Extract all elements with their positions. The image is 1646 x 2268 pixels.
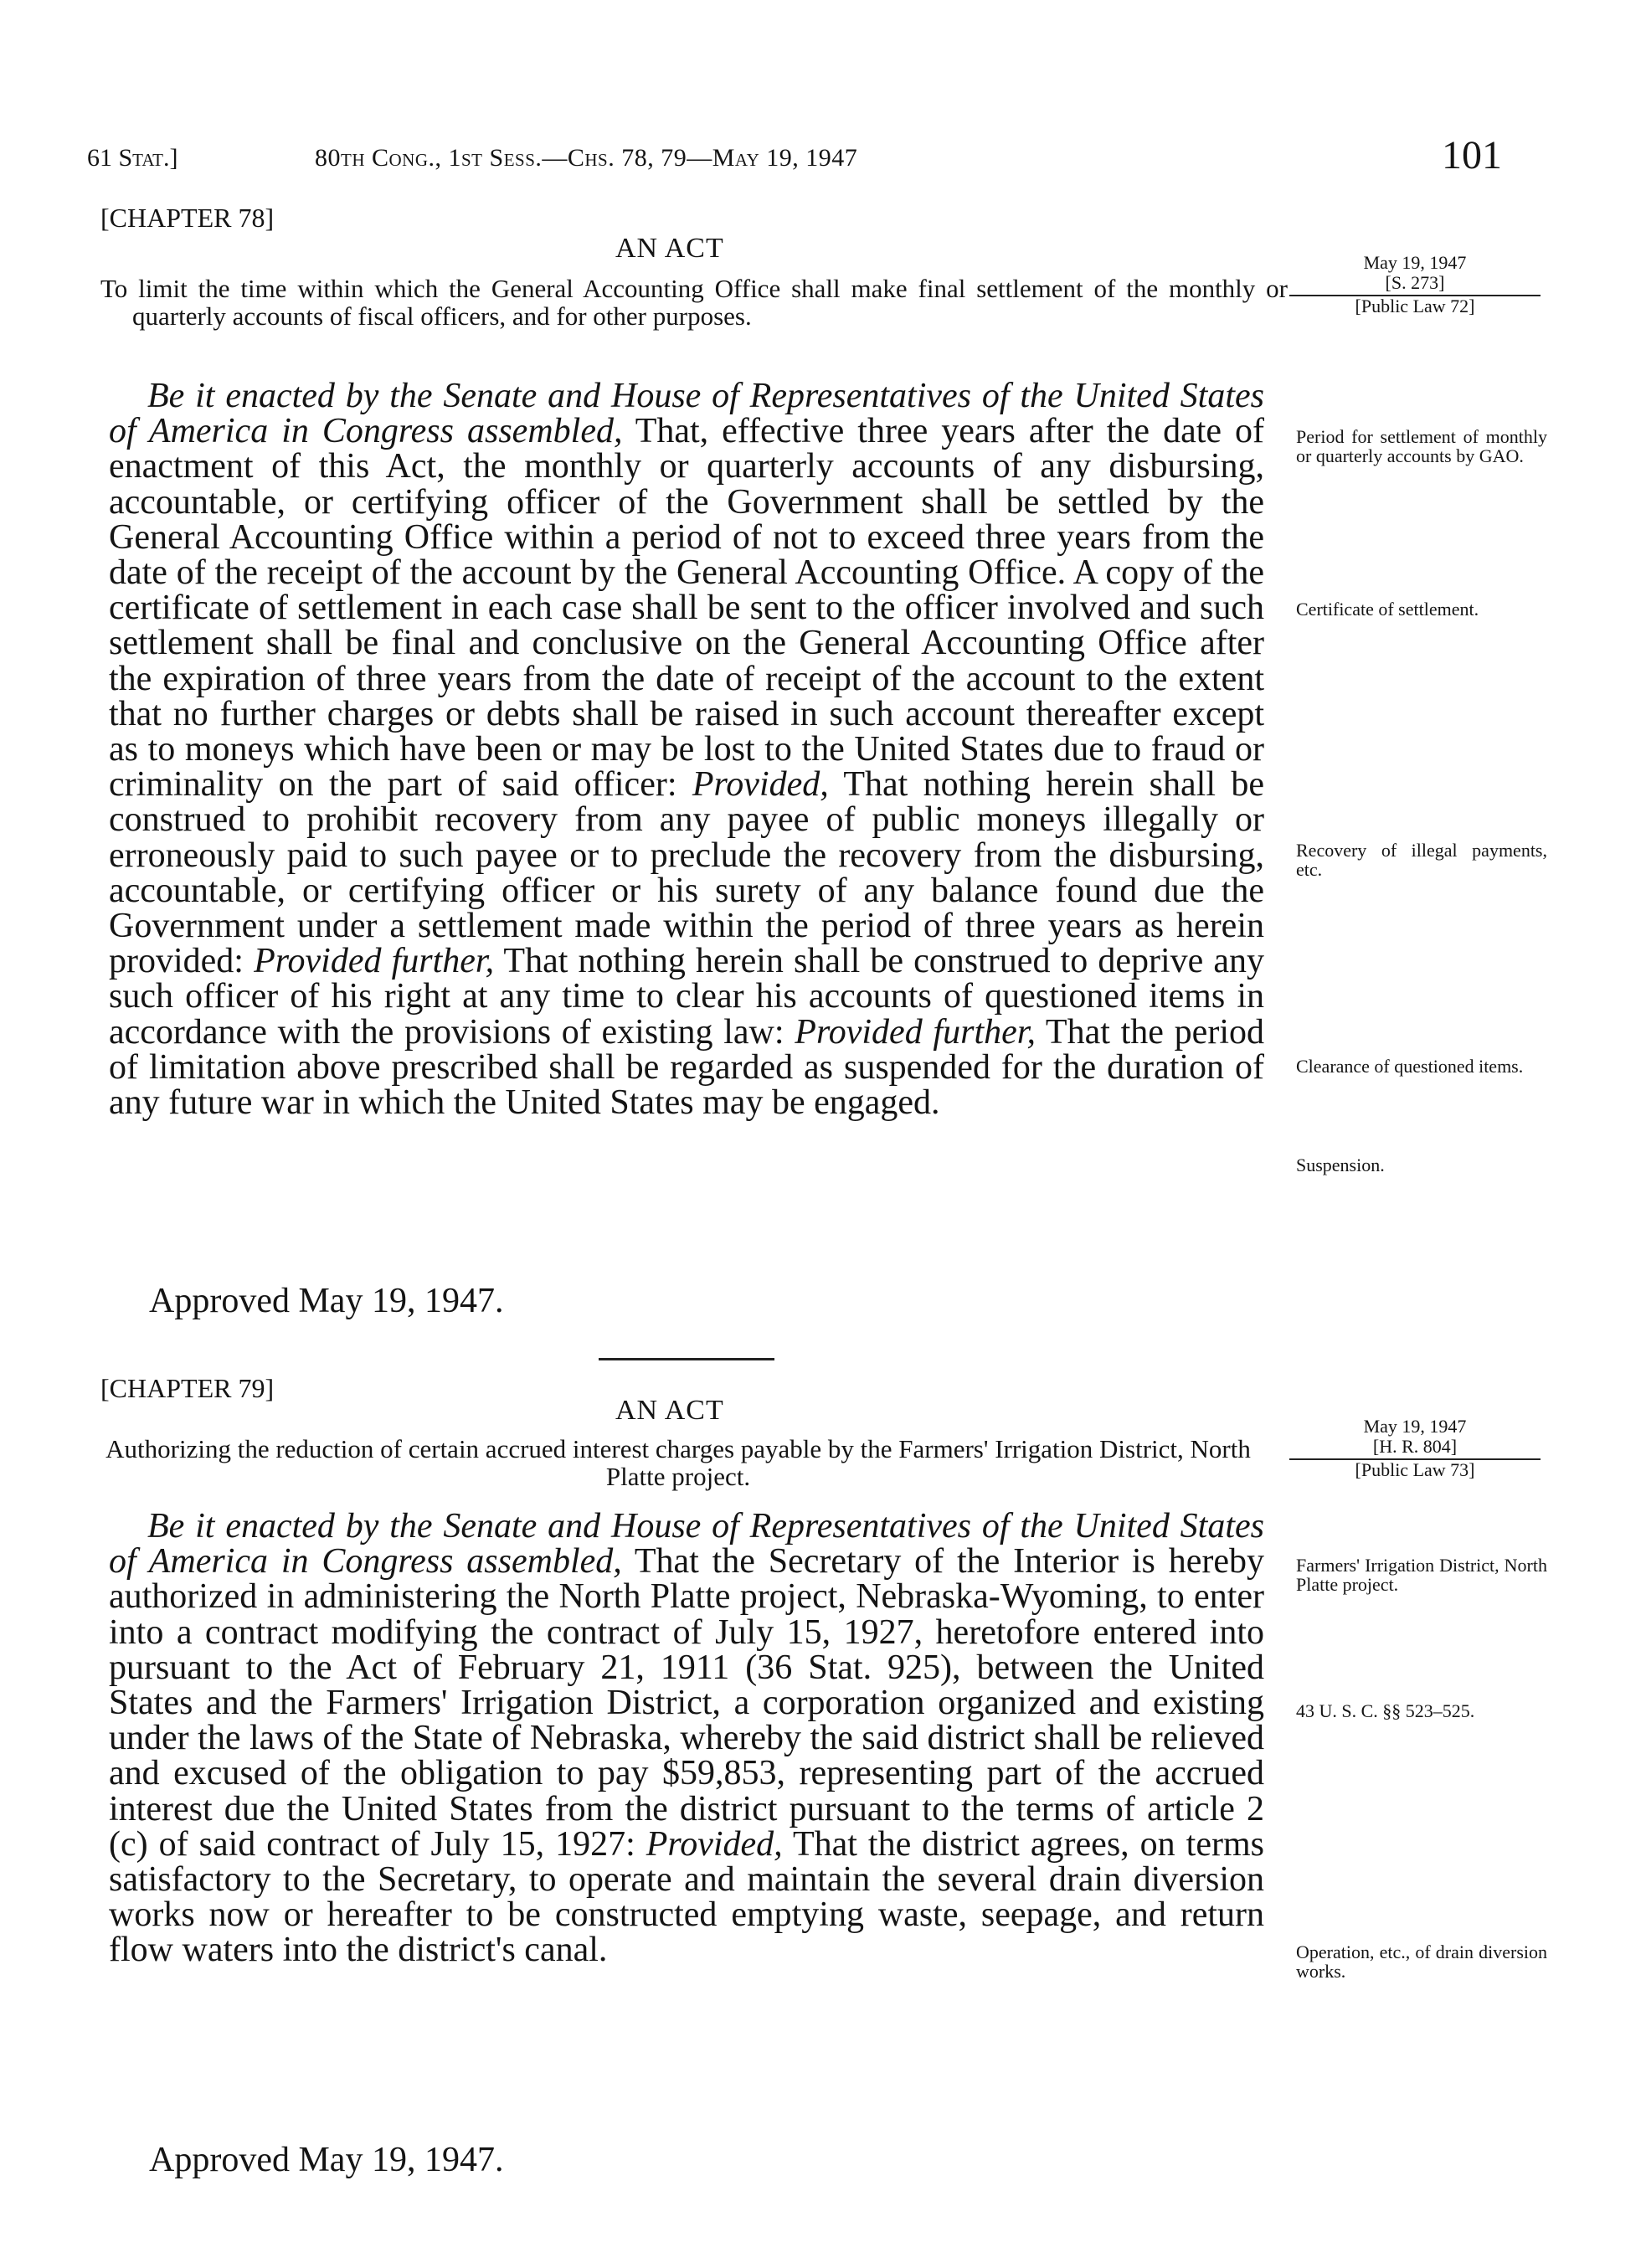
chapter-78-text-3: That nothing herein shall be construed to deprive any such officer of his right at any time to clear his accounts of questioned items in accordance with the provisions of existing law: [109,942,1264,1052]
chapter-78-proviso-2: Provided further, [254,942,495,981]
page-number: 101 [1442,133,1502,177]
margin-note-recovery: Recovery of illegal payments, etc. [1296,840,1547,880]
chapter-79-date: May 19, 1947 [1363,1416,1467,1437]
chapter-78-proviso-1: Provided, [692,765,829,805]
margin-note-suspension: Suspension. [1296,1155,1385,1175]
chapter-78-text-4: That the period of limitation above prescribed shall be regarded as suspended for the duration of any future war in which the United States may be engaged. [109,1012,1264,1123]
chapter-78-bill: [S. 273] [1385,272,1445,293]
chapter-78-purpose: To limit the time within which the General Accounting Office shall make final settlement of the monthly or quarterly accounts of fiscal officers, and for other purposes. [100,274,1288,331]
chapter-78-sidebar-citation [1289,253,1541,316]
chapter-79-text-2: That the district agrees, on terms satisfactory to the Secretary, to operate and maintain the several drain diversion works now or hereafter to be constructed emptying waste, seepage, and return flow waters into the district's canal. [109,1824,1264,1970]
chapter-79-body [109,1509,1264,1968]
margin-note-period: Period for settlement of monthly or quarterly accounts by GAO. [1296,426,1547,466]
margin-note-clearance: Clearance of questioned items. [1296,1056,1524,1077]
chapter-79-text-1: That the Secretary of the Interior is hereby authorized in administering the North Platte project, Nebraska-Wyoming, to enter into a contract modifying the contract of July 15, 1927, heretofore entered into pursuant to the Act of February 21, 1911 (36 Stat. 925), between the United States and the Farmers' Irrigation District, a corporation organized and existing under the laws of the State of Nebraska, whereby the said district shall be relieved and excused of the obligation to pay $59,853, representing part of the accrued interest due the United States from the district pursuant to the terms of article 2 (c) of said contract of July 15, 1927: [109,1542,1264,1864]
chapter-79-label: [CHAPTER 79] [100,1373,275,1403]
chapter-79-proviso-1: Provided, [646,1824,783,1864]
chapter-78-public-law: [Public Law 72] [1289,295,1541,316]
margin-note-operation: Operation, etc., of drain diversion works. [1296,1941,1547,1982]
chapter-78-enacting-clause: Be it enacted by the Senate and House of Representatives of the United States of America in Congress assembled, [109,377,1264,451]
chapter-79-approved: Approved May 19, 1947. [149,2141,504,2179]
chapter-78-text-2: That nothing herein shall be construed to prohibit recovery from any payee of public moneys illegally or erroneously paid to such payee or to preclude the recovery from the disbursing, accountable, or certifying officer or his surety of any balance found due the Government under a settlement made within the period of three years as herein provided: [109,765,1264,981]
chapter-79-title: AN ACT [615,1395,724,1426]
chapter-79-bill: [H. R. 804] [1372,1436,1458,1457]
volume-reference: 61 Stat.] [87,144,178,172]
chapter-79-purpose: Authorizing the reduction of certain accrued interest charges payable by the Farmers' Irrigation District, North Platte project. [105,1434,1251,1491]
margin-note-farmers: Farmers' Irrigation District, North Platte project. [1296,1555,1547,1595]
margin-note-usc: 43 U. S. C. §§ 523–525. [1296,1700,1475,1721]
chapter-78-approved: Approved May 19, 1947. [149,1282,504,1320]
chapter-78-text-1: That, effective three years after the date of enactment of this Act, the monthly or quarterly accounts of any disbursing, accountable, or certifying officer of the Government shall be settled by the General Accounting Office within a period of not to exceed three years from the date of the receipt of the account by the General Accounting Office. A copy of the certificate of settlement in each case shall be sent to the officer involved and such settlement shall be final and conclusive on the General Accounting Office after the expiration of three years from the date of receipt of the account to the extent that no further charges or debts shall be raised in such account thereafter except as to moneys which have been or may be lost to the United States due to fraud or criminality on the part of said officer: [109,412,1264,805]
chapter-79-sidebar-citation [1289,1417,1541,1480]
chapter-78-body [109,377,1264,1123]
chapter-78-date: May 19, 1947 [1363,252,1467,273]
chapter-78-title: AN ACT [615,233,724,264]
chapter-79-public-law: [Public Law 73] [1289,1458,1541,1480]
chapter-78-label: [CHAPTER 78] [100,203,275,233]
chapter-79-enacting-clause: Be it enacted by the Senate and House of Representatives of the United States of America in Congress assembled, [109,1507,1264,1581]
chapter-divider [599,1358,774,1360]
margin-note-certificate: Certificate of settlement. [1296,599,1479,620]
chapter-78-proviso-3: Provided further, [795,1012,1036,1052]
running-head [87,132,1510,183]
session-reference: 80th Cong., 1st Sess.—Chs. 78, 79—May 19, 1947 [315,144,858,172]
